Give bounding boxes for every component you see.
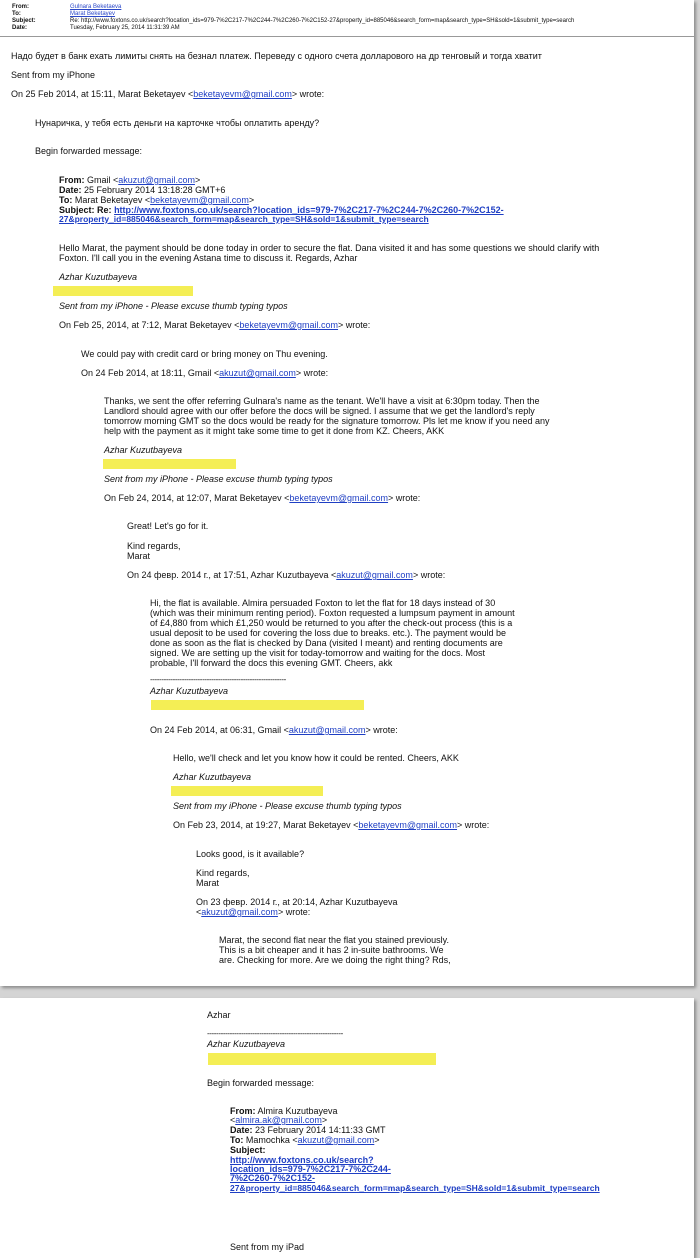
field-value: > [194, 175, 201, 185]
email-link[interactable]: akuzut@gmail.com [219, 368, 296, 378]
msg6-line: (which was their minimum renting period). Foxton requested a lumpsum payment in amount [150, 608, 515, 618]
page2-forwarded: Begin forwarded message: [207, 1078, 315, 1088]
msg9-line: Marat, the second flat near the flat you stained previously. [219, 935, 449, 945]
field-value: Re: [97, 205, 112, 215]
header-subject-value: Re: http://www.foxtons.co.uk/search?location_ids=979-7%2C217-7%2C244-7%2C260-7%2C152-27&property_id=885046&search_form=map&search_type=SH&sold=1&submit_type=search [70, 18, 575, 24]
msg4-attribution [104, 493, 420, 504]
field-value: Almira Kuzutbayeva [257, 1106, 338, 1116]
attr-text: > wrote: [457, 820, 490, 830]
attr-text: On 25 Feb 2014, at 15:11, Marat Beketayev < [11, 89, 194, 99]
msg1-signoff: Sent from my iPhone [11, 70, 96, 80]
msg4-line: help with the payment as it might take some time to get it done from KZ. Cheers, AKK [104, 426, 445, 436]
msg7-sent-iphone: Sent from my iPhone - Please excuse thumb typing typos [173, 801, 402, 811]
msg6-line: of £4,880 from which £1,250 would be returned to you after the check-out process (this is a [150, 618, 513, 628]
header-from-row [12, 4, 121, 11]
field-label: Date: [230, 1125, 253, 1135]
attr-text: > wrote: [365, 725, 398, 735]
field-value: Marat Beketayev < [74, 195, 151, 205]
attr-text: > wrote: [388, 493, 421, 503]
email-link[interactable]: almira.ak@gmail.com [235, 1115, 322, 1125]
email-link[interactable]: akuzut@gmail.com [288, 725, 366, 735]
header-date-row [12, 25, 180, 32]
attr-text: On Feb 25, 2014, at 7:12, Marat Beketayev < [59, 320, 240, 330]
msg8-name: Marat [196, 878, 220, 888]
msg7-body: Hello, we'll check and let you know how it could be rented. Cheers, AKK [173, 753, 459, 763]
msg4-line: Thanks, we sent the offer referring Gulnara's name as the tenant. We'll have a visit at 6:30pm today. Then the [104, 396, 540, 406]
attr-text: On 24 Feb 2014, at 18:11, Gmail < [81, 368, 220, 378]
msg4-line: tomorrow morning GMT so the docs would be ready for the signature tomorrow. Pls let me know if you need any [104, 416, 550, 426]
msg7-signature-name: Azhar Kuzutbayeva [173, 772, 252, 782]
redaction-highlight [208, 1053, 436, 1065]
header-to-label: To: [12, 11, 21, 17]
subject-link-continued[interactable]: 27&property_id=885046&search_form=map&search_type=SH&sold=1&submit_type=search [59, 214, 429, 224]
field-label: To: [230, 1135, 244, 1145]
msg5-attribution [127, 570, 445, 581]
signature-separator: ------------------------------------------------------------ [207, 1029, 343, 1038]
field-label: From: [59, 175, 85, 185]
field-value: Gmail < [87, 175, 119, 185]
field-value: < [230, 1115, 236, 1125]
fwd1-sent-iphone: Sent from my iPhone - Please excuse thumb typing typos [59, 301, 288, 311]
fwd1-body-line: Hello Marat, the payment should be done today in order to secure the flat. Dana visited it and has some questions we should clarify with [59, 243, 600, 253]
attr-text: > wrote: [291, 89, 325, 99]
msg6-line: usual deposit to be used for covering the loss due to breaks. etc.). The payment would be [150, 628, 507, 638]
msg1-attribution [11, 89, 324, 100]
email-link[interactable]: akuzut@gmail.com [336, 570, 413, 580]
fwd1-body-line: Foxton. I'll call you in the evening Astana time to discuss it. Regards, Azhar [59, 253, 358, 263]
fwd1-signature-name: Azhar Kuzutbayeva [59, 272, 138, 282]
subject-link-continued[interactable]: 7%2C260-7%2C152- [230, 1173, 316, 1183]
msg5-name: Marat [127, 551, 151, 561]
subject-link-continued[interactable]: 27&property_id=885046&search_form=map&search_type=SH&sold=1&submit_type=search [230, 1183, 600, 1193]
header-subject-label: Subject: [12, 18, 36, 24]
msg5-regards: Kind regards, [127, 541, 181, 551]
attr-text: < [196, 907, 202, 917]
header-date-value: Tuesday, February 25, 2014 11:31:39 AM [70, 25, 180, 31]
field-value: > [321, 1115, 328, 1125]
header-date-label: Date: [12, 25, 28, 31]
msg3-attribution [81, 368, 328, 379]
header-from-label: From: [12, 4, 29, 10]
email-link[interactable]: beketayevm@gmail.com [358, 820, 458, 830]
msg9-line: This is a bit cheaper and it has 2 in-suite bathrooms. We [219, 945, 444, 955]
msg9-line: are. Checking for more. Are we doing the right thing? Rds, [219, 955, 451, 965]
field-label: From: [230, 1106, 256, 1116]
field-value: > [248, 195, 255, 205]
msg8-attribution-line-2 [196, 907, 310, 918]
attr-text: > wrote: [338, 320, 371, 330]
page2-signoff: Sent from my iPad [230, 1242, 305, 1252]
header-from-value[interactable]: Gulnara Beketaeva [70, 4, 122, 10]
redaction-highlight [53, 286, 193, 296]
signature-separator: ------------------------------------------------------------ [150, 675, 286, 684]
fwd2-subject-label: Subject: [230, 1145, 266, 1155]
msg8-attribution-line-1: On 23 февр. 2014 г., at 20:14, Azhar Kuzutbayeva [196, 897, 398, 907]
email-link[interactable]: beketayevm@gmail.com [239, 320, 339, 330]
msg6-line: Hi, the flat is available. Almira persuaded Foxton to let the flat for 18 days instead of 30 [150, 598, 496, 608]
field-value: 23 February 2014 14:11:33 GMT [255, 1125, 386, 1135]
attr-text: > wrote: [295, 368, 329, 378]
subject-link-continued[interactable]: location_ids=979-7%2C217-7%2C244- [230, 1164, 391, 1174]
email-link[interactable]: akuzut@gmail.com [297, 1135, 375, 1145]
field-value: Mamochka < [245, 1135, 298, 1145]
redaction-highlight [151, 700, 364, 710]
msg5-body: Great! Let's go for it. [127, 521, 209, 531]
subject-link[interactable]: http://www.foxtons.co.uk/search?location_ids=979-7%2C217-7%2C244-7%2C260-7%2C152- [114, 205, 504, 215]
document-page-2 [0, 998, 694, 1258]
header-to-row [12, 11, 115, 18]
page2-name: Azhar [207, 1010, 231, 1020]
field-label: Date: [59, 185, 82, 195]
field-label: Subject: [59, 205, 95, 215]
redaction-highlight [171, 786, 323, 796]
header-subject-row [12, 18, 574, 25]
attr-text: > wrote: [412, 570, 446, 580]
email-link[interactable]: akuzut@gmail.com [201, 907, 278, 917]
msg6-attribution [150, 725, 398, 736]
field-value: > [374, 1135, 380, 1145]
page2-signature-name: Azhar Kuzutbayeva [207, 1039, 286, 1049]
email-link[interactable]: beketayevm@gmail.com [289, 493, 389, 503]
email-link[interactable]: beketayevm@gmail.com [150, 195, 249, 205]
msg2-forwarded: Begin forwarded message: [35, 146, 143, 156]
msg4-sent-iphone: Sent from my iPhone - Please excuse thumb typing typos [104, 474, 333, 484]
msg6-signature-name: Azhar Kuzutbayeva [150, 686, 229, 696]
subject-link[interactable]: http://www.foxtons.co.uk/search? [230, 1155, 374, 1165]
email-link[interactable]: akuzut@gmail.com [118, 175, 195, 185]
msg1-body: Надо будет в банк ехать лимиты снять на безнал платеж. Переведу с одного счета долларового на др тенговый и тогда хватит [11, 51, 542, 61]
msg7-attribution [173, 820, 489, 831]
msg6-line: probable, I'll forward the docs this evening GMT. Cheers, akk [150, 658, 393, 668]
field-label: To: [59, 195, 73, 205]
msg3-body: We could pay with credit card or bring money on Thu evening. [81, 349, 328, 359]
msg8-body: Looks good, is it available? [196, 849, 305, 859]
attr-text: On Feb 23, 2014, at 19:27, Marat Beketayev < [173, 820, 359, 830]
field-value: 25 February 2014 13:18:28 GMT+6 [84, 185, 226, 195]
msg2-body: Нунаричка, у тебя есть деньги на карточке чтобы оплатить аренду? [35, 118, 320, 128]
fwd1-attribution [59, 320, 370, 331]
email-link[interactable]: beketayevm@gmail.com [193, 89, 292, 99]
attr-text: On 24 февр. 2014 г., at 17:51, Azhar Kuzutbayeva < [127, 570, 337, 580]
header-divider [0, 36, 694, 37]
attr-text: > wrote: [277, 907, 311, 917]
attr-text: On Feb 24, 2014, at 12:07, Marat Beketayev < [104, 493, 290, 503]
header-to-value[interactable]: Marat Beketayev [70, 11, 116, 17]
msg4-signature-name: Azhar Kuzutbayeva [104, 445, 183, 455]
redaction-highlight [103, 459, 236, 469]
msg6-line: done as soon as the flat is checked by Dana (visited I meant) and renting documents are [150, 638, 503, 648]
attr-text: On 24 Feb 2014, at 06:31, Gmail < [150, 725, 289, 735]
msg6-line: signed. We are setting up the visit for today-tomorrow and waiting for the docs. Most [150, 648, 485, 658]
msg8-regards: Kind regards, [196, 868, 250, 878]
msg4-line: Landlord should agree with our offer before the docs will be signed. I assume that we get the landlord's reply [104, 406, 535, 416]
